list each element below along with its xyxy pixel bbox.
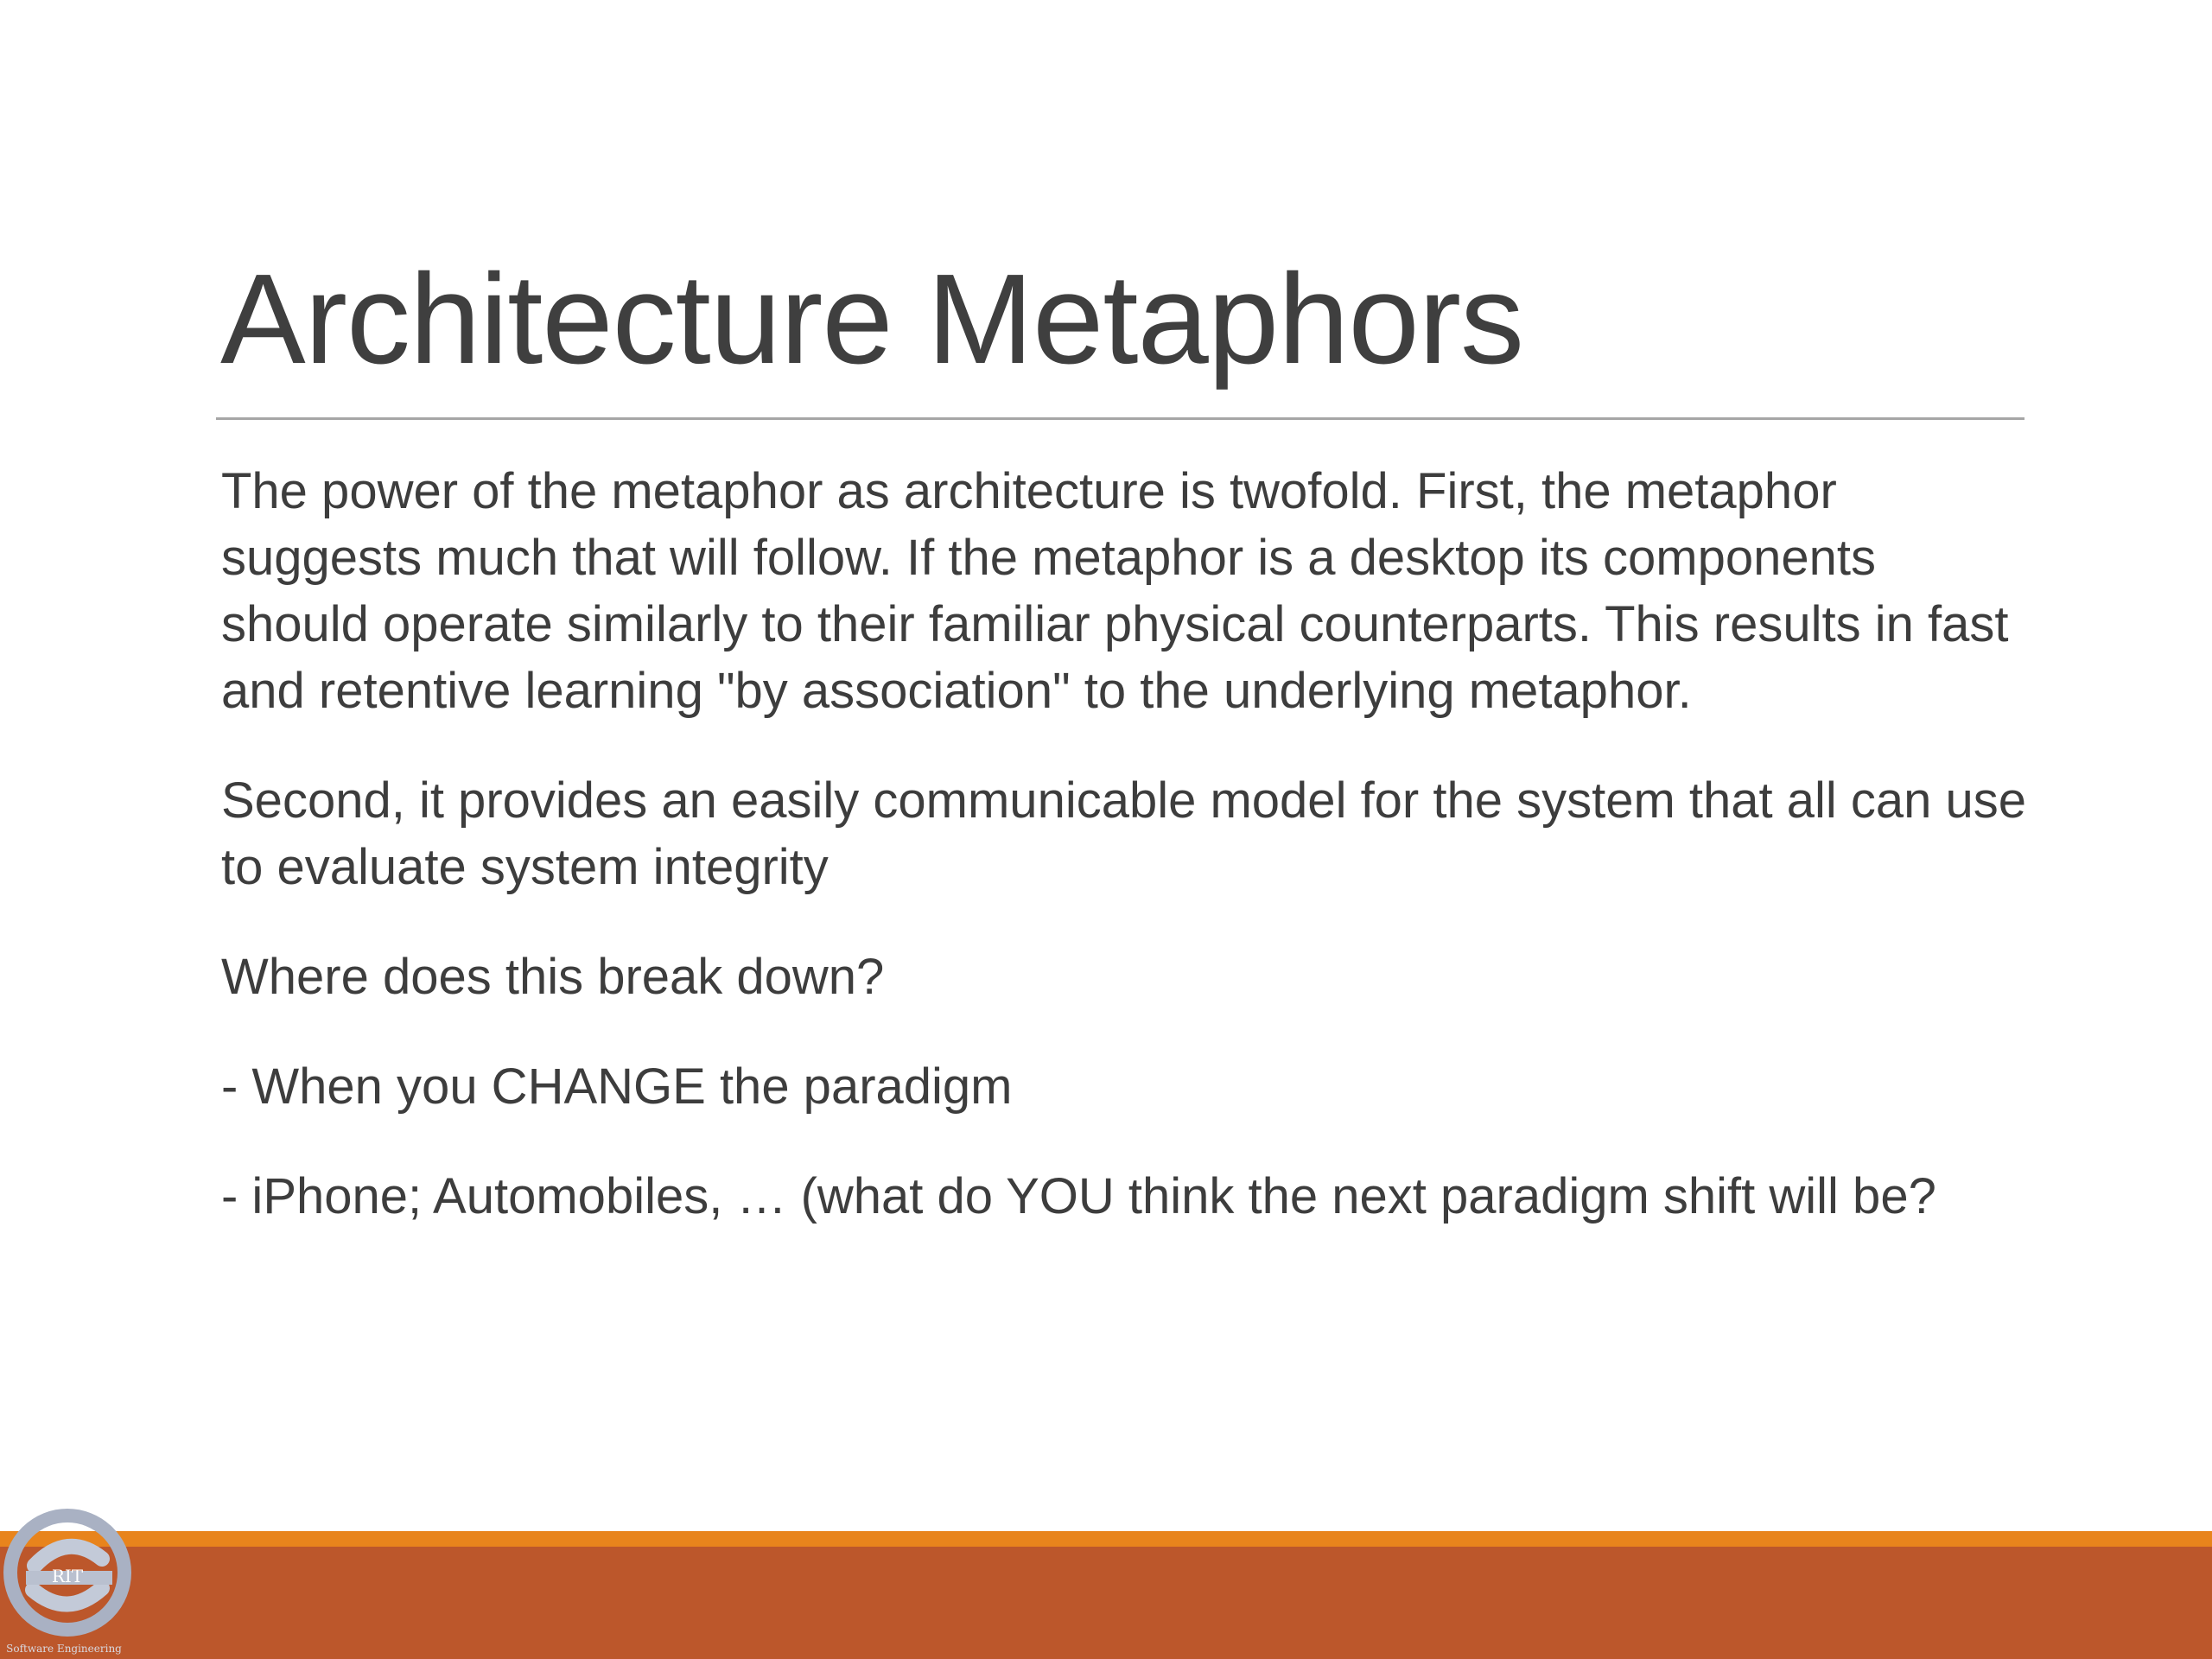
footer-accent-stripe — [0, 1531, 2212, 1547]
rit-software-engineering-logo-icon — [0, 1505, 138, 1659]
body-paragraph-3: Where does this break down? — [221, 949, 885, 1005]
body-paragraph-2: Second, it provides an easily communicable model for the system that all can use to evaluate system integrity — [221, 772, 2027, 895]
title-divider — [216, 417, 2024, 420]
logo-lettering: RIT — [51, 1566, 84, 1586]
logo-caption: Software Engineering — [6, 1643, 122, 1655]
body-paragraph-5: - iPhone; Automobiles, … (what do YOU think the next paradigm shift will be? — [221, 1168, 1936, 1224]
body-paragraph-4: - When you CHANGE the paradigm — [221, 1058, 1013, 1115]
body-paragraph-1: The power of the metaphor as architecture is twofold. First, the metaphor suggests much that will follow. If the metaphor is a desktop its components should operate similarly to their familiar physical counterparts. This results in fast and retentive learning "by association" to the underlying metaphor. — [221, 463, 2009, 719]
footer-band — [0, 1547, 2212, 1659]
slide-body — [221, 458, 2036, 1273]
slide-title: Architecture Metaphors — [220, 248, 1524, 391]
